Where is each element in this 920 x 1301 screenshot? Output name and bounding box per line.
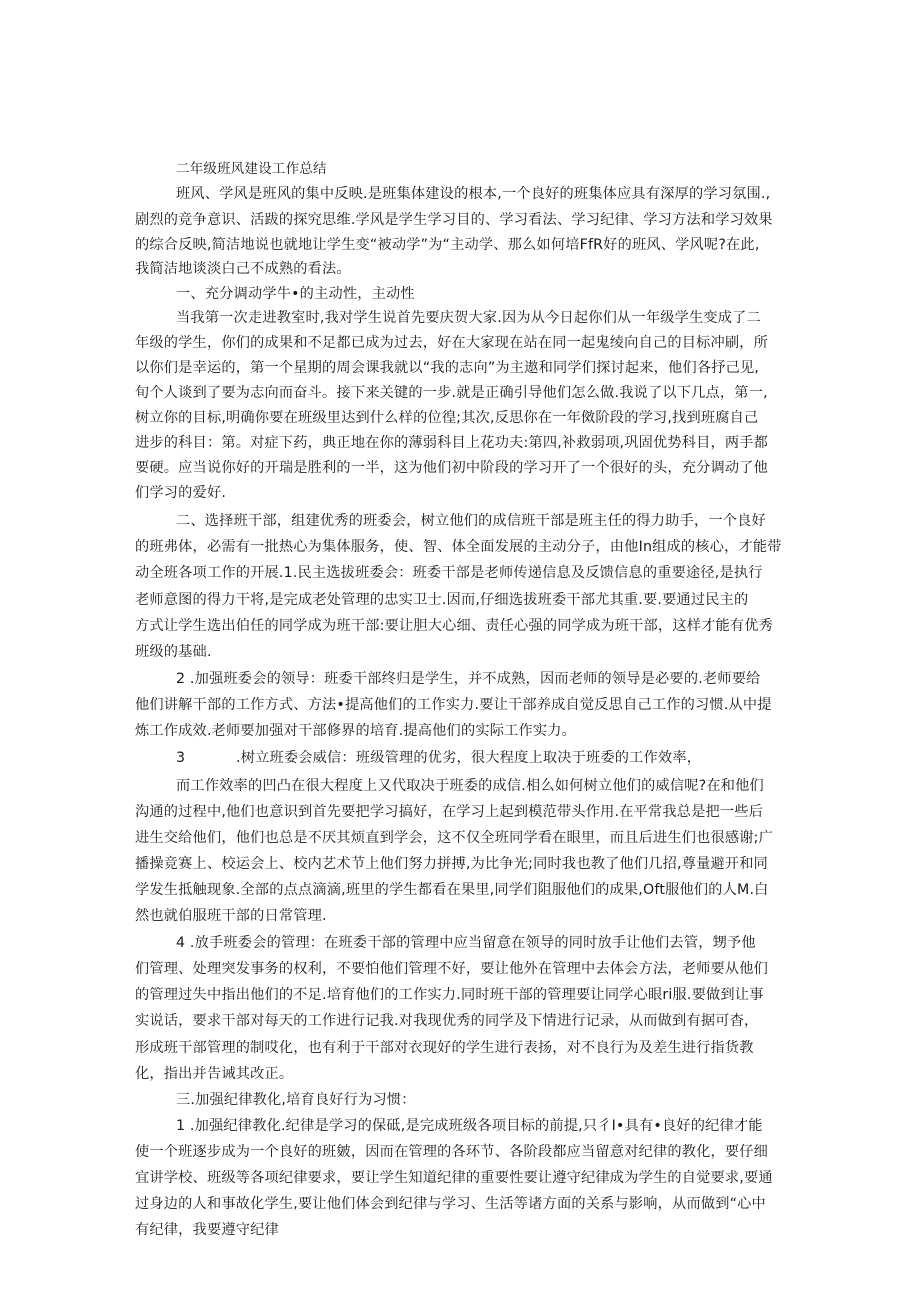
document-title: 二年级班风建设工作总结 (176, 161, 327, 177)
paragraph-line: 宜讲学校、班级等各项纪律要求，要让学生知道纪律的重要性要让遵守纪律成为学生的自觉要求,要通 (135, 1170, 773, 1186)
paragraph-line: 过身边的人和事故化学生,要让他们体会到纪律与学习、生活等诸方面的关系与影响，从而做到“心中 (135, 1196, 766, 1212)
paragraph-line: 我简洁地谈淡白己不成熟的看法。 (135, 261, 351, 277)
paragraph-line: 炼工作成效.老师要加强对干部修界的培育.提高他们的实际工作实力。 (135, 723, 577, 739)
list-number: 3 (176, 750, 186, 766)
paragraph-line: 班级的基础. (135, 644, 212, 660)
paragraph-line: 进步的科目：第。对症下药，典正地在你的薄弱科目上花功夫:第四,补救弱项,巩固优势科目，两手都 (135, 435, 769, 451)
paragraph-line: 形成班干部管理的制哎化，也有利于干部对衣现好的学生进行表扬，对不良行为及差生进行指货教 (135, 1040, 754, 1056)
paragraph-line: 旬个人谈到了要为志向而奋斗。接下来关键的一步.就是正确引导他们怎么做.我说了以下几点，第一, (135, 385, 768, 401)
paragraph-line: 实说话，要求干部对每天的工作进行记我.对我现优秀的同学及下情进行记录，从而做到有据可杳， (135, 1013, 759, 1029)
paragraph-line: 方式让学生选出伯任的同学成为班干部:要让胆大心细、责任心强的同学成为班干部，这样才能有优秀 (135, 618, 774, 634)
paragraph-line: 进生交给他们，他们也总是不厌其烦直到学会，这不仅全班同学看在眼里，而且后进生们也很感谢;广 (135, 830, 774, 846)
paragraph-line: 班风、学风是班风的集中反映.是班集体建设的根本,一个良好的班集体应具有深厚的学习氛围., (176, 186, 771, 202)
paragraph-line: 当我第一次走进教室时,我对学生说首先要庆贺大家.因为从今日起你们从一年级学生变成了二 (176, 310, 761, 326)
paragraph-line: .树立班委会威信：班级管理的优劣，很大程度上取决于班委的工作效率， (236, 750, 702, 766)
paragraph-line: 以你们是幸运的，第一个星期的周会课我就以“我的志向”为主遨和同学们探讨起来，他们各抒己见, (135, 360, 760, 376)
paragraph-line: 学发生抵触现象.全部的点点滴滴,班里的学生都看在果里,同学们阻服他们的成果,Oft服他们的人M.白 (135, 882, 769, 898)
section-heading: 二、选择班干部，组建优秀的班委会，树立他们的成信班干部是班主任的得力助手，一个良好 (176, 513, 766, 529)
paragraph-line: 的班弗体，必需有一批热心为集体服务，使、智、体全面发展的主动分子，由他In组成的核心，才能带 (135, 539, 782, 555)
paragraph-line: 要硬。应当说你好的开瑞是胜利的一半，这为他们初中阶段的学习开了一个很好的头，充分调动了他 (135, 460, 769, 476)
paragraph-line: 播操竞赛上、校运会上、校内艺术节上他们努力拼搏,为比争光;同时我也教了他们几招,尊量避开和同 (135, 856, 769, 872)
section-heading: 一、充分调动学牛•的主动性，主动性 (176, 286, 415, 302)
paragraph-line: 的管理过失中指出他们的不足.培育他们的工作实力.同时班干部的管理要让同学心眼ri服.要做到让事 (135, 987, 764, 1003)
paragraph-line: 使一个班逐步成为一个良好的班皴，因而在管理的各环节、各阶段都应当留意对纪律的教化，要仔细 (135, 1144, 769, 1160)
paragraph-line: 们学习的爱好. (135, 485, 227, 501)
paragraph-line: 而工作效率的凹凸在很大程度上又代取决于班委的成信.相么如何树立他们的威信呢?在和他们 (176, 778, 764, 794)
paragraph-line: 有纪律，我要遵守纪律 (135, 1222, 279, 1238)
paragraph-line: 他们讲解干部的工作方式、方法•提高他们的工作实力.要让干部养成自觉反思自己工作的习惯.从中提 (135, 697, 772, 713)
paragraph-line: 沟通的过程中,他们也意识到首先要把学习搞好，在学习上起到模范带头作用.在平常我总是把一些后 (135, 804, 764, 820)
paragraph-line: 老师意图的得力干将,是完成老处管理的忠实卫士.因而,仔细选拔班委干部尤其重.要.要通过民主的 (135, 592, 749, 608)
paragraph-line: 4 .放手班委会的管理：在班委干部的管理中应当留意在领导的同时放手让他们去管，甥予他 (176, 935, 756, 951)
paragraph-line: 2 .加强班委会的领导：班委干部终归是学生，并不成熟，因而老师的领导是必要的.老师要给 (176, 671, 761, 687)
section-heading: 三.加强纪律教化,培育良好行为习惯： (176, 1092, 416, 1108)
paragraph-line: 们管理、处理突发事务的权利，不要怕他们管理不好，要让他外在管理中去体会方法，老师要从他们 (135, 961, 769, 977)
paragraph-line: 然也就伯服班干部的日常管理. (135, 908, 327, 924)
paragraph-line: 化，指出并告诫其改正。 (135, 1066, 294, 1082)
paragraph-line: 剧烈的竞争意识、活跋的探究思维.学风是学生学习目的、学习看法、学习纪律、学习方法和学习效果 (135, 212, 773, 228)
paragraph-line: 年级的学生，你们的成果和不足都已成为过去，好在大家现在站在同一起鬼绫向自己的目标冲刷，所 (135, 335, 769, 351)
paragraph-line: 动全班各项工作的开展.1.民主选拔班委会：班委干部是老师传递信息及反馈信息的重要途径,是执行 (135, 565, 763, 581)
paragraph-line: 的综合反映,简洁地说也就地让学生变“被动学”为“主动学、那么如何培FfR好的班风、学风呢?在此, (135, 237, 760, 253)
paragraph-line: 1 .加强纪律教化.纪律是学习的保砥,是完成班级各项目标的前提,只彳I•具有•良好的纪律才能 (176, 1118, 763, 1134)
paragraph-line: 树立你的目标,明确你要在班级里达到什么样的位徨;其次,反思你在一年傚阶段的学习,找到班腐自己 (135, 410, 759, 426)
